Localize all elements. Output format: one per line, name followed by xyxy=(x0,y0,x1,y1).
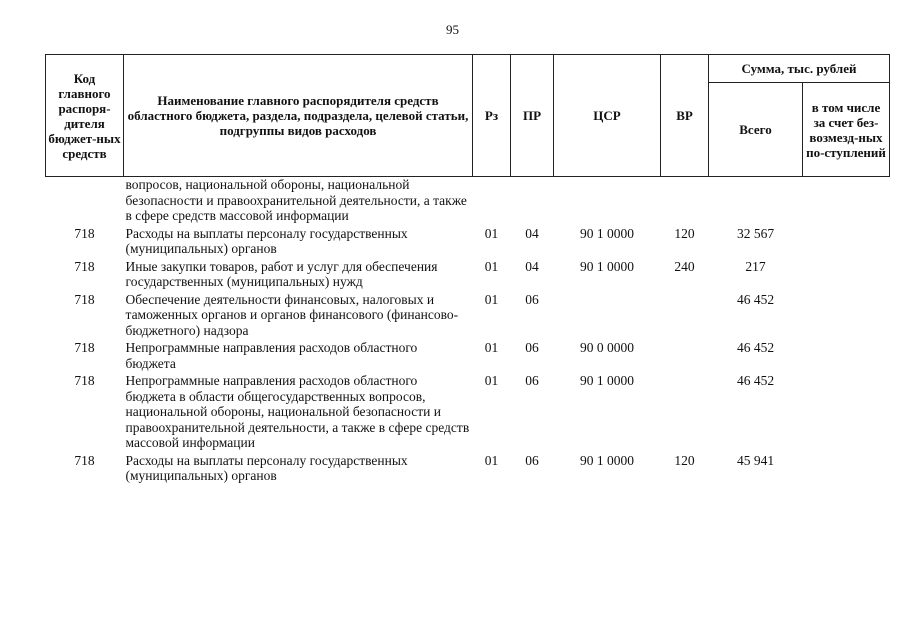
row-code: 718 xyxy=(74,225,95,241)
table-row xyxy=(46,453,890,486)
row-total: 46 452 xyxy=(736,373,775,388)
row-csr: 90 0 0000 xyxy=(580,340,634,355)
row-total: 46 452 xyxy=(736,291,775,307)
row-vr xyxy=(661,373,709,453)
header-code: Код главного распоря-дителя бюджет-ных средств xyxy=(46,55,124,177)
page-number: 95 xyxy=(446,22,459,37)
row-pr xyxy=(511,177,554,226)
row-name: вопросов, национальной обороны, национальной безопасности и правоохранительной деятельности, а также в сфере средств массовой информации xyxy=(125,177,467,223)
row-gratuitous xyxy=(803,453,890,486)
row-csr: 90 1 0000 xyxy=(580,225,634,241)
row-csr: 90 1 0000 xyxy=(580,258,634,274)
row-rz: 01 xyxy=(484,225,499,241)
row-total xyxy=(709,177,803,226)
row-rz: 01 xyxy=(484,291,499,307)
row-vr: 120 xyxy=(674,452,695,468)
row-gratuitous xyxy=(803,292,890,341)
row-csr xyxy=(554,292,661,341)
table-row xyxy=(46,373,890,453)
table-body xyxy=(46,177,890,486)
row-name: Расходы на выплаты персоналу государственных (муниципальных) органов xyxy=(125,225,408,256)
table-header xyxy=(46,55,890,177)
row-pr: 04 xyxy=(525,258,539,274)
row-name: Обеспечение деятельности финансовых, налоговых и таможенных органов и органов финансового (финансово-бюджетного) надзора xyxy=(125,291,459,338)
row-total: 45 941 xyxy=(736,452,775,468)
row-name: Непрограммные направления расходов областного бюджета в области общегосударственных вопросов, национальной обороны, национальной безопасности и правоохранительной деятельности, а также в сфере средств массовой информации xyxy=(125,373,470,450)
row-vr xyxy=(661,292,709,341)
header-pr: ПР xyxy=(511,55,554,177)
header-rz: Рз xyxy=(473,55,511,177)
header-total: Всего xyxy=(709,83,803,177)
row-pr: 06 xyxy=(525,340,539,355)
row-code: 718 xyxy=(74,452,95,468)
row-code: 718 xyxy=(74,373,95,388)
row-pr: 04 xyxy=(525,225,539,241)
row-code: 718 xyxy=(74,258,95,274)
table-row xyxy=(46,259,890,292)
row-csr: 90 1 0000 xyxy=(580,373,634,388)
row-pr: 06 xyxy=(525,452,539,468)
header-vr: ВР xyxy=(661,55,709,177)
row-gratuitous xyxy=(803,340,890,373)
row-gratuitous xyxy=(803,373,890,453)
row-total: 46 452 xyxy=(736,340,775,355)
row-rz: 01 xyxy=(484,452,499,468)
header-sum: Сумма, тыс. рублей xyxy=(709,55,890,83)
row-pr: 06 xyxy=(525,373,539,388)
row-vr xyxy=(661,340,709,373)
table-row xyxy=(46,292,890,341)
row-code xyxy=(46,177,124,226)
table-row xyxy=(46,340,890,373)
row-csr: 90 1 0000 xyxy=(580,452,634,468)
row-pr: 06 xyxy=(525,291,539,307)
table-row xyxy=(46,226,890,259)
row-name: Непрограммные направления расходов областного бюджета xyxy=(125,340,418,371)
row-rz: 01 xyxy=(484,373,499,388)
table-row xyxy=(46,177,890,226)
row-csr xyxy=(554,177,661,226)
row-name: Расходы на выплаты персоналу государственных (муниципальных) органов xyxy=(125,452,408,483)
row-gratuitous xyxy=(803,259,890,292)
row-rz: 01 xyxy=(484,258,499,274)
row-gratuitous xyxy=(803,226,890,259)
row-name: Иные закупки товаров, работ и услуг для обеспечения государственных (муниципальных) нужд xyxy=(125,258,438,289)
row-rz: 01 xyxy=(484,340,499,355)
row-total: 32 567 xyxy=(736,225,775,241)
row-total: 217 xyxy=(745,258,766,274)
row-code: 718 xyxy=(74,291,95,307)
row-gratuitous xyxy=(803,177,890,226)
header-name: Наименование главного распорядителя средств областного бюджета, раздела, подраздела, целевой статьи, подгруппы видов расходов xyxy=(124,55,473,177)
row-vr xyxy=(661,177,709,226)
row-rz xyxy=(473,177,511,226)
row-vr: 120 xyxy=(674,225,695,241)
budget-table xyxy=(45,54,890,486)
header-gratuitous: в том числе за счет без-возмезд-ных по-ступлений xyxy=(803,83,890,177)
row-code: 718 xyxy=(74,340,95,355)
header-csr: ЦСР xyxy=(554,55,661,177)
row-vr: 240 xyxy=(674,258,695,274)
